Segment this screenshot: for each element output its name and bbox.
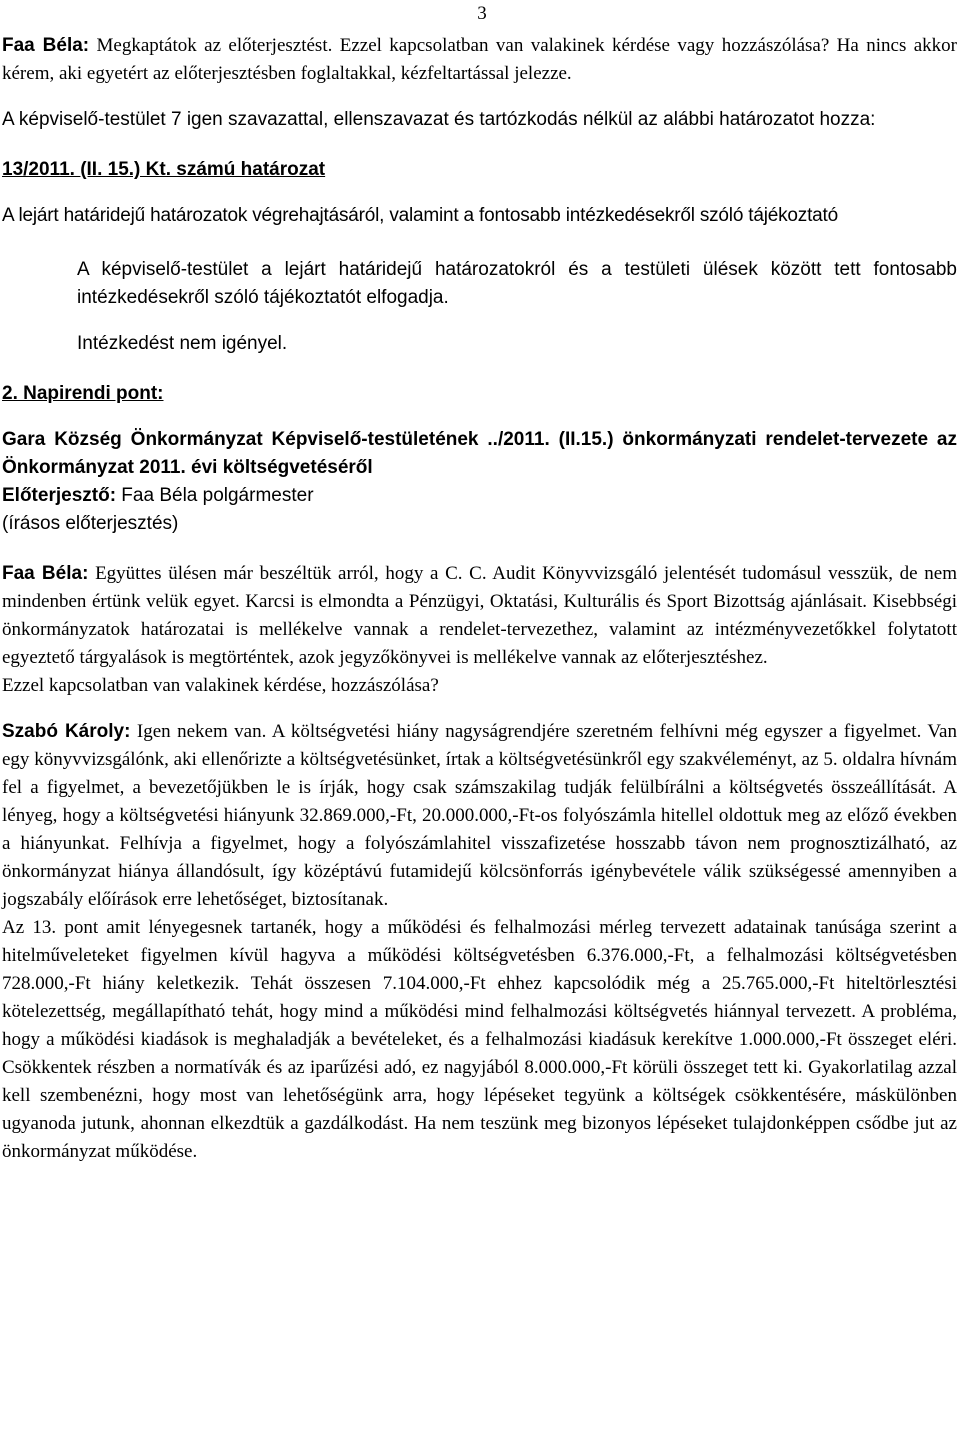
- resolution-note: Intézkedést nem igényel.: [77, 333, 288, 354]
- szabo-paragraph: [2, 718, 957, 914]
- presenter-value: Faa Béla polgármester: [116, 485, 314, 506]
- agenda-heading: 2. Napirendi pont:: [2, 383, 164, 404]
- intro-paragraph: [2, 32, 957, 88]
- resolution-subject: A lejárt határidejű határozatok végrehajtásáról, valamint a fontosabb intézkedésekről szóló tájékoztató: [2, 205, 838, 226]
- written-note: (írásos előterjesztés): [2, 513, 179, 534]
- document-body: [2, 32, 957, 1166]
- faa-paragraph: [2, 560, 957, 672]
- vote-text: A képviselő-testület 7 igen szavazattal, ellenszavazat és tartózkodás nélkül az alábbi határozatot hozza:: [2, 109, 876, 130]
- page-number: 3: [477, 3, 487, 24]
- resolution-body: A képviselő-testület a lejárt határidejű határozatokról és a testületi ülések között tett fontosabb intézkedésekről szóló tájékoztatót elfogadja.: [77, 259, 957, 308]
- szabo-text: Igen nekem van. A költségvetési hiány nagyságrendjére szeretném felhívni még egyszer a figyelmet. Van egy könyvvizsgálónk, aki ellenőrizte a költségvetésünket, írtak a költségvetésünkről egy szakvéleményt, az 5. oldalra hívnám fel a figyelmet, a bevezetőjükben le is írják, hogy csak számszakilag tudják felülbírálni a költségvetés összeállítását. A lényeg, hogy a költségvetési hiányunk 32.869.000,-Ft, 20.000.000,-Ft-os folyószámla hitellel oldottuk meg az előző években a hiányunkat. Felhívja a figyelmet, hogy a folyószámlahitel visszafizetése hosszabb távon nem prognosztizálható, az önkormányzat hiánya állandósult, így középtávú futamidejű kölcsönforrás igénybevétele válik szükségessé amennyiben a jogszabály előírások erre lehetőséget, biztosítanak.: [2, 721, 957, 910]
- speaker-name: Faa Béla:: [2, 35, 90, 56]
- agenda-title: Gara Község Önkormányzat Képviselő-testületének ../2011. (II.15.) önkormányzati rendelet-tervezete az Önkormányzat 2011. évi költségvetéséről: [2, 429, 957, 478]
- speaker-name: Faa Béla:: [2, 563, 89, 584]
- intro-text: Megkaptátok az előterjesztést. Ezzel kapcsolatban van valakinek kérdése vagy hozzászólása? Ha nincs akkor kérem, aki egyetért az előterjesztésben foglaltakkal, kézfeltartással jelezze.: [2, 35, 957, 84]
- szabo-paragraph-2: Az 13. pont amit lényegesnek tartanék, hogy a működési és felhalmozási mérleg tervezett adatainak tanúsága szerint a hitelműveleteket figyelmen kívül hagyva a működési költségvetésben 6.376.000,-Ft, a felhalmozási költségvetésben 728.000,-Ft hiány keletkezik. Tehát összesen 7.104.000,-Ft ehhez kapcsolódik még a 25.765.000,-Ft hiteltörlesztési kötelezettség, megállapítható tehát, hogy mind a működési mind felhalmozási költségvetés hiánnyal tervezett. A probléma, hogy a működési kiadások is meghaladják a bevételeket, és a felhalmozási kiadásuk kerekítve 1.000.000,-Ft összeget eléri. Csökkentek részben a normatívák és az iparűzési adó, ez nagyjából 8.000.000,-Ft körüli összeget tett ki. Gyakorlatilag azzal kell szembenézni, hogy most van lehetőségünk arra, hogy lépéseket tegyünk a költségek csökkentésére, máskülönben ugyanoda jutunk, ahonnan elkezdtük a gazdálkodást. Ha nem teszünk meg bizonyos lépéseket tulajdonképpen csődbe jut az önkormányzat működése.: [2, 917, 957, 1162]
- faa-question: Ezzel kapcsolatban van valakinek kérdése, hozzászólása?: [2, 675, 439, 696]
- faa-text: Együttes ülésen már beszéltük arról, hogy a C. C. Audit Könyvvizsgáló jelentését tudomásul vesszük, de nem mindenben értünk velük egyet. Karcsi is elmondta a Pénzügyi, Oktatási, Kulturális és Sport Bizottság ajánlásait. Kisebbségi önkormányzatok határozatai is mellékelve vannak a rendelet-tervezethez, valamint az intézményvezetőkkel folytatott egyeztető tárgyalások is megtörténtek, azok jegyzőkönyvei is mellékelve vannak az előterjesztéshez.: [2, 563, 957, 668]
- resolution-heading: 13/2011. (II. 15.) Kt. számú határozat: [2, 159, 326, 180]
- presenter-label: Előterjesztő:: [2, 485, 117, 506]
- speaker-name: Szabó Károly:: [2, 721, 131, 742]
- presenter-line: [2, 482, 957, 510]
